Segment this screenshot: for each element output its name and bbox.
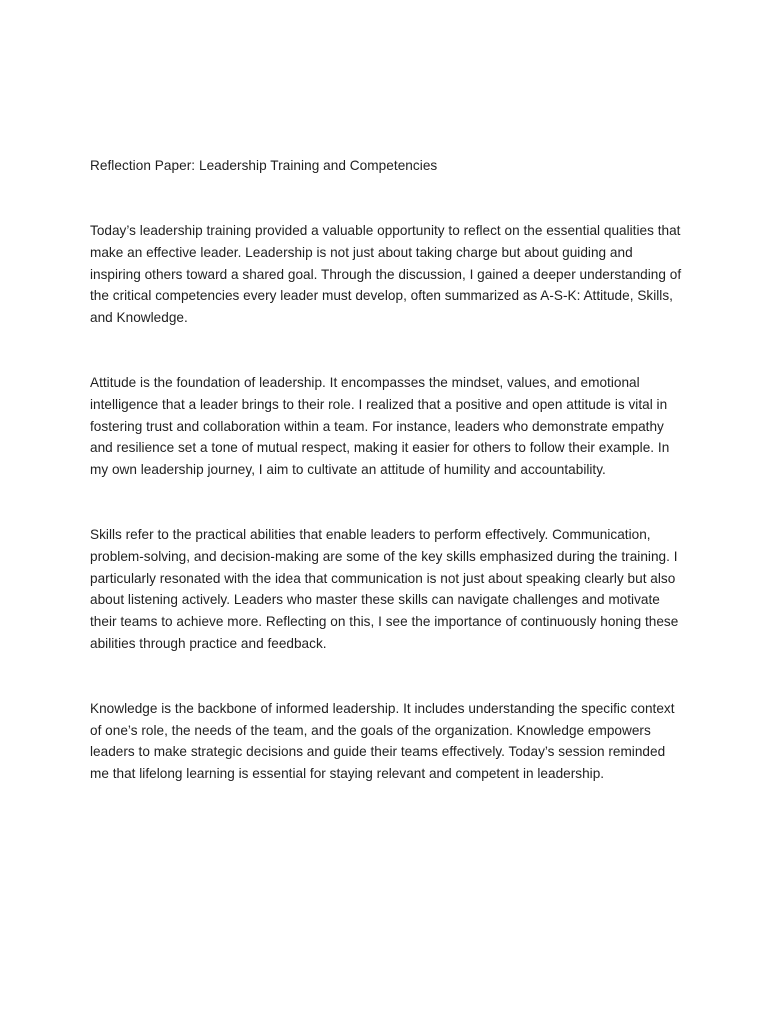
paragraph-attitude: Attitude is the foundation of leadership. It encompasses the mindset, values, and emotional intelligence that a leader brings to their role. I realized that a positive and open attitude is vital in fostering trust and collaboration within a team. For instance, leaders who demonstrate empathy and resilience set a tone of mutual respect, making it easier for others to follow their example. In my own leadership journey, I aim to cultivate an attitude of humility and accountability. — [90, 374, 670, 478]
document-title: Reflection Paper: Leadership Training and Competencies — [90, 158, 438, 173]
document-page — [90, 155, 682, 785]
paragraph-introduction: Today’s leadership training provided a valuable opportunity to reflect on the essential qualities that make an effective leader. Leadership is not just about taking charge but about guiding and inspiring others toward a shared goal. Through the discussion, I gained a deeper understanding of the critical competencies every leader must develop, often summarized as A-S-K: Attitude, Skills, and Knowledge. — [90, 223, 682, 326]
paragraph-skills: Skills refer to the practical abilities that enable leaders to perform effectively. Communication, problem-solving, and decision-making are some of the key skills emphasized during the training. I particularly resonated with the idea that communication is not just about speaking clearly but also about listening actively. Leaders who master these skills can navigate challenges and motivate their teams to achieve more. Reflecting on this, I see the importance of continuously honing these abilities through practice and feedback. — [90, 526, 679, 651]
paragraph-knowledge: Knowledge is the backbone of informed leadership. It includes understanding the specific context of one’s role, the needs of the team, and the goals of the organization. Knowledge empowers leaders to make strategic decisions and guide their teams effectively. Today’s session reminded me that lifelong learning is essential for staying relevant and competent in leadership. — [90, 700, 675, 782]
